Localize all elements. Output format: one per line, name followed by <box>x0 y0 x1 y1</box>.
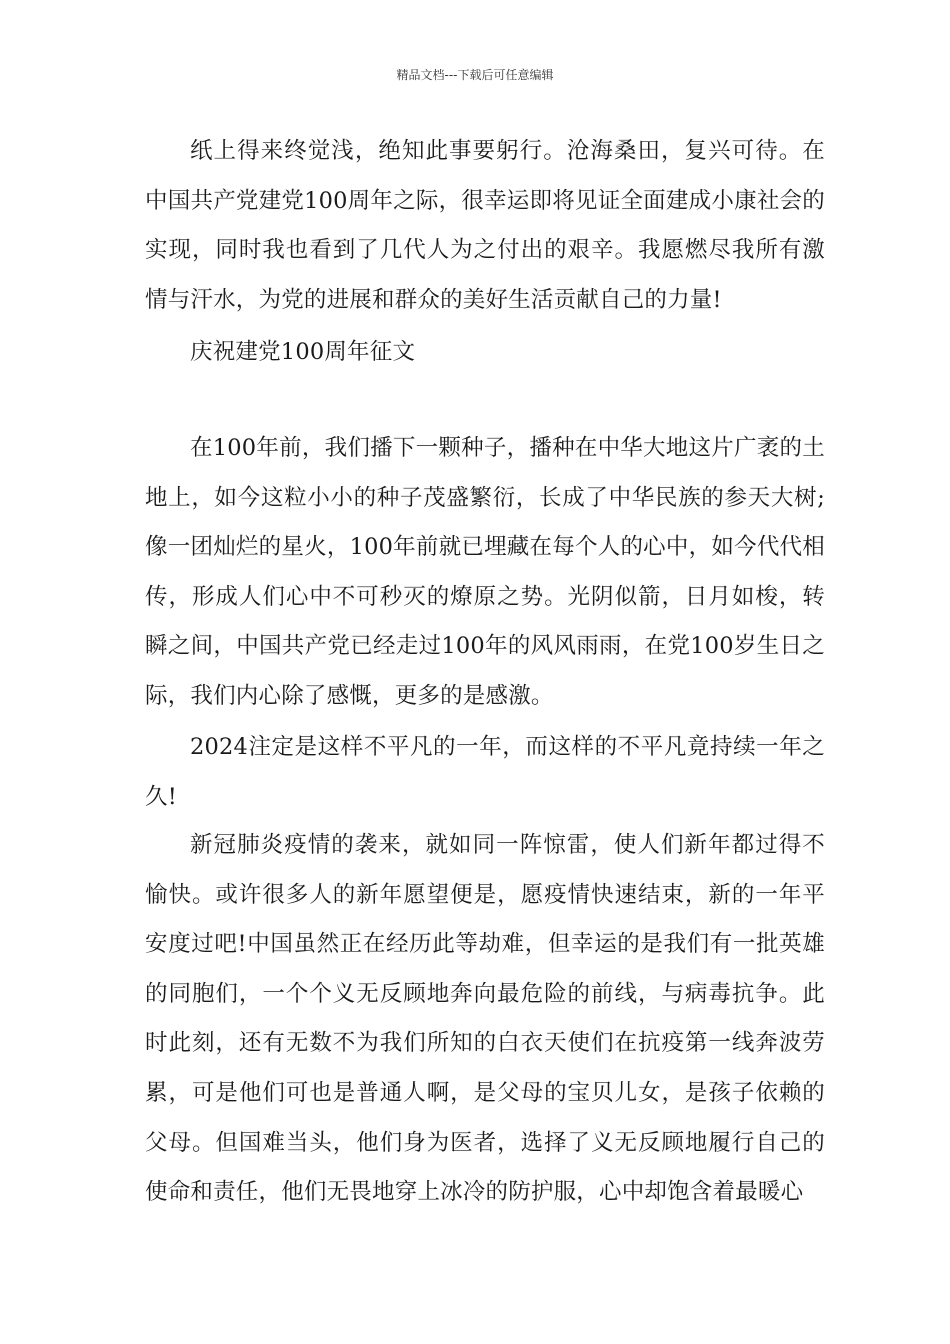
paragraph-intro: 在100年前，我们播下一颗种子，播种在中华大地这片广袤的土地上，如今这粒小小的种子茂盛繁衍，长成了中华民族的参天大树;像一团灿烂的星火，100年前就已埋藏在每个人的心中，如今代代相传，形成人们心中不可秒灭的燎原之势。光阴似箭，日月如梭，转瞬之间，中国共产党已经走过100年的风风雨雨，在党100岁生日之际，我们内心除了感慨，更多的是感激。 <box>145 435 825 709</box>
page-header: 精品文档---下载后可任意编辑 <box>396 68 554 82</box>
paragraph-2024: 2024注定是这样不平凡的一年，而这样的不平凡竟持续一年之久! <box>145 734 825 810</box>
essay-title: 庆祝建党100周年征文 <box>190 339 416 365</box>
paragraph-closing: 纸上得来终觉浅，绝知此事要躬行。沧海桑田，复兴可待。在中国共产党建党100周年之际，很幸运即将见证全面建成小康社会的实现，同时我也看到了几代人为之付出的艰辛。我愿燃尽我所有激情与汗水，为党的进展和群众的美好生活贡献自己的力量! <box>145 138 825 313</box>
paragraph-epidemic: 新冠肺炎疫情的袭来，就如同一阵惊雷，使人们新年都过得不愉快。或许很多人的新年愿望便是，愿疫情快速结束，新的一年平安度过吧!中国虽然正在经历此等劫难，但幸运的是我们有一批英雄的同胞们，一个个义无反顾地奔向最危险的前线，与病毒抗争。此时此刻，还有无数不为我们所知的白衣天使们在抗疫第一线奔波劳累，可是他们可也是普通人啊，是父母的宝贝儿女，是孩子依赖的父母。但国难当头，他们身为医者，选择了义无反顾地履行自己的使命和责任，他们无畏地穿上冰冷的防护服，心中却饱含着最暖心 <box>145 832 825 1206</box>
